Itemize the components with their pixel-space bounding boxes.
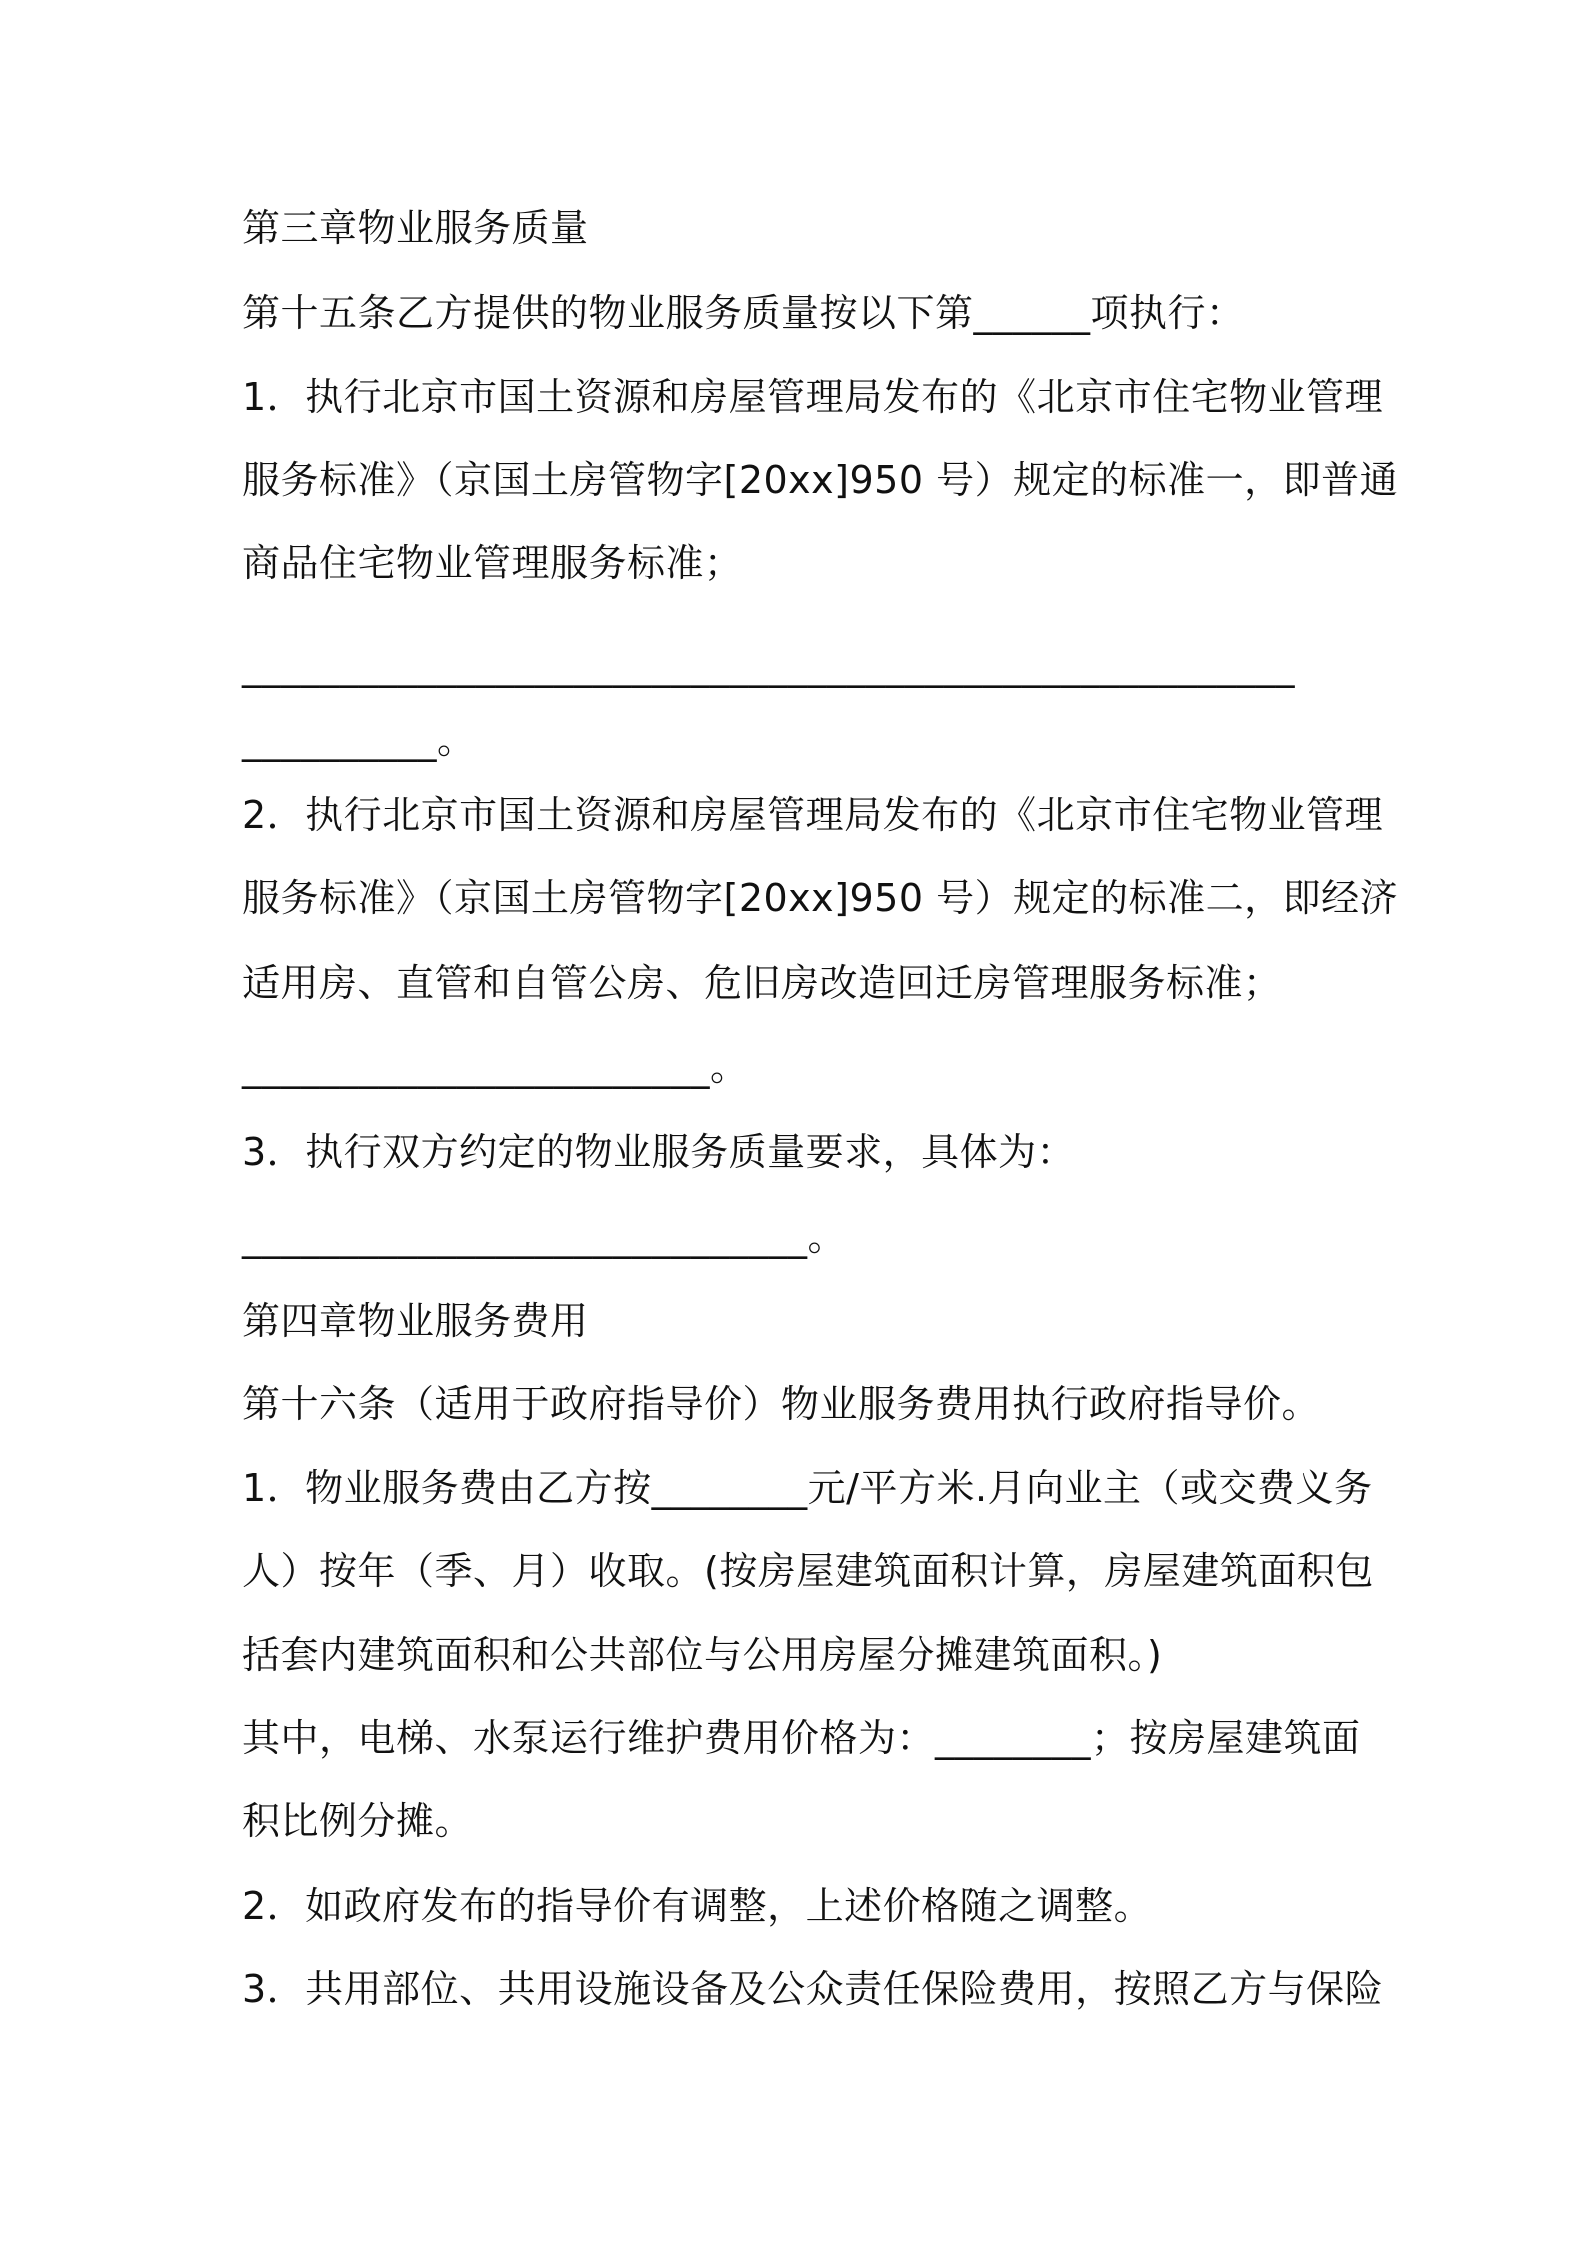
blank-fill-line: ______________________________________________________	[242, 644, 1295, 688]
blank-fill-line: ________________________。	[242, 1045, 749, 1089]
paragraph-line: 商品住宅物业管理服务标准；	[242, 541, 743, 585]
paragraph-line: 人）按年（季、月）收取。(按房屋建筑面积计算，房屋建筑面积包	[242, 1549, 1374, 1593]
paragraph-line: 3．执行双方约定的物业服务质量要求，具体为：	[242, 1130, 1076, 1174]
paragraph-line: 服务标准》（京国土房管物字[20xx]950 号）规定的标准二，即经济	[242, 876, 1399, 920]
article-16-text: 第十六条（适用于政府指导价）物业服务费用执行政府指导价。	[242, 1382, 1321, 1426]
paragraph-line: 适用房、直管和自管公房、危旧房改造回迁房管理服务标准；	[242, 961, 1282, 1005]
blank-fill-line: _____________________________。	[242, 1215, 847, 1259]
paragraph-line: 积比例分摊。	[242, 1799, 474, 1843]
paragraph-line: 其中，电梯、水泵运行维护费用价格为：________；按房屋建筑面	[242, 1716, 1361, 1760]
paragraph-line: 1．物业服务费由乙方按________元/平方米.月向业主（或交费义务	[242, 1466, 1373, 1510]
paragraph-line: 1．执行北京市国土资源和房屋管理局发布的《北京市住宅物业管理	[242, 375, 1384, 419]
paragraph-line: 3．共用部位、共用设施设备及公众责任保险费用，按照乙方与保险	[242, 1967, 1384, 2011]
blank-fill-line: __________。	[242, 718, 476, 762]
paragraph-line: 2．执行北京市国土资源和房屋管理局发布的《北京市住宅物业管理	[242, 793, 1384, 837]
paragraph-line: 服务标准》（京国土房管物字[20xx]950 号）规定的标准一，即普通	[242, 458, 1399, 502]
article-15-text: 第十五条乙方提供的物业服务质量按以下第______项执行：	[242, 291, 1245, 335]
chapter-3-heading: 第三章物业服务质量	[242, 206, 589, 250]
paragraph-line: 2．如政府发布的指导价有调整，上述价格随之调整。	[242, 1884, 1153, 1928]
chapter-4-heading: 第四章物业服务费用	[242, 1299, 589, 1343]
paragraph-line: 括套内建筑面积和公共部位与公用房屋分摊建筑面积。)	[242, 1633, 1163, 1677]
